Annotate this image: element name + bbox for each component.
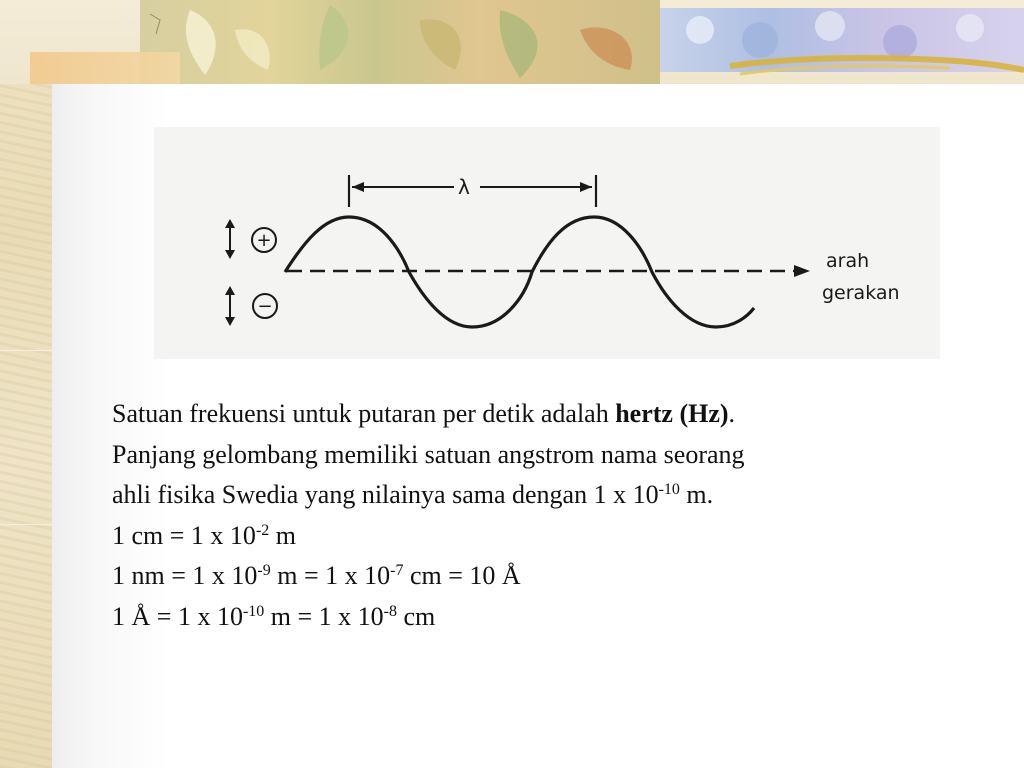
left-decorative-stripe bbox=[0, 0, 53, 768]
text-line-cm-conversion bbox=[112, 516, 992, 557]
text-segment: cm bbox=[397, 601, 436, 631]
text-segment: ahli fisika Swedia yang nilainya sama dengan 1 x 10 bbox=[112, 480, 659, 509]
text-segment: Satuan frekuensi untuk putaran per detik adalah bbox=[112, 399, 616, 428]
direction-label-line2: gerakan bbox=[822, 282, 900, 304]
exponent: -2 bbox=[255, 521, 270, 539]
text-segment: 1 nm = 1 x 10 bbox=[112, 561, 258, 590]
text-line-wavelength-unit: Panjang gelombang memiliki satuan angstrom nama seorang bbox=[112, 439, 745, 469]
text-segment: m bbox=[269, 520, 296, 550]
text-line-nm-conversion bbox=[112, 556, 992, 597]
top-decorative-banner bbox=[0, 0, 1024, 84]
direction-arrowhead bbox=[794, 265, 810, 277]
text-segment: 1 cm = 1 x 10 bbox=[112, 520, 256, 550]
text-segment: cm = 10 Å bbox=[403, 561, 521, 590]
wave-diagram-svg bbox=[154, 127, 940, 359]
text-line-angstrom-conversion bbox=[112, 597, 992, 638]
slide-body-text bbox=[112, 394, 992, 637]
text-segment: 1 Å = 1 x 10 bbox=[112, 601, 243, 631]
hertz-bold-text: hertz (Hz) bbox=[615, 399, 729, 428]
wavelength-symbol: λ bbox=[458, 175, 470, 199]
wavelength-arrow-right bbox=[580, 182, 592, 192]
text-line-angstrom-value bbox=[112, 475, 992, 516]
wavelength-arrow-left bbox=[352, 182, 364, 192]
exponent: -10 bbox=[242, 602, 265, 620]
exponent: -8 bbox=[383, 602, 397, 620]
exponent: -10 bbox=[658, 481, 680, 498]
text-segment: m. bbox=[679, 480, 714, 509]
text-line-frequency-unit bbox=[112, 394, 992, 435]
exponent: -9 bbox=[257, 562, 271, 579]
text-segment: m = 1 x 10 bbox=[270, 561, 391, 590]
minus-sign: − bbox=[257, 296, 273, 317]
text-segment: . bbox=[728, 399, 736, 428]
banner-ornaments bbox=[0, 0, 1024, 84]
stripe-seam bbox=[0, 524, 52, 525]
wave-diagram bbox=[154, 127, 940, 359]
text-segment: m = 1 x 10 bbox=[264, 601, 384, 631]
stripe-seam bbox=[0, 350, 52, 351]
plus-sign: + bbox=[256, 230, 272, 251]
direction-label-line1: arah bbox=[826, 250, 870, 272]
exponent: -7 bbox=[390, 562, 404, 579]
